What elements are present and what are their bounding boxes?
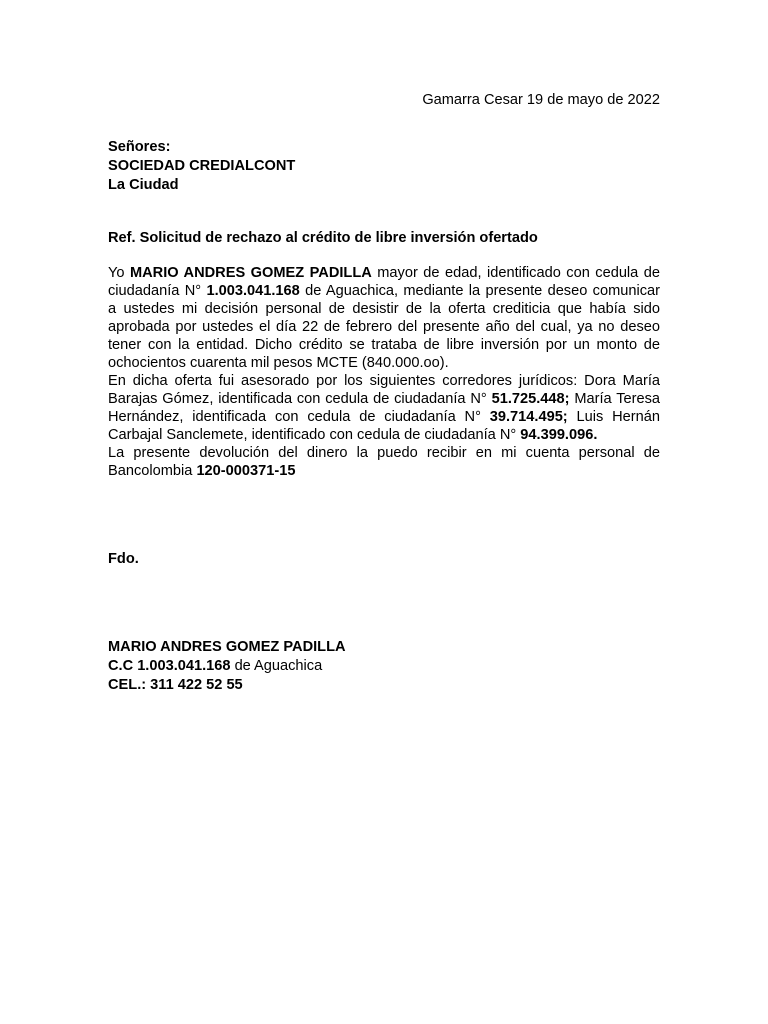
text-span: En dicha oferta fui asesorado por los siguientes corredores jurídicos: Dora María Barajas Gómez, identificada con cedula de ciudadanía N° bbox=[108, 373, 660, 407]
letter-body bbox=[108, 264, 660, 480]
letter-date: Gamarra Cesar 19 de mayo de 2022 bbox=[422, 92, 660, 108]
text-span: Yo bbox=[108, 265, 130, 281]
advisor-id-number: 51.725.448; bbox=[491, 391, 570, 407]
recipient-company: SOCIEDAD CREDIALCONT bbox=[108, 158, 296, 174]
sender-name: MARIO ANDRES GOMEZ PADILLA bbox=[129, 265, 372, 281]
text-span: María Teresa Hernández, identificada con cedula de ciudadanía N° bbox=[108, 391, 660, 425]
signature-cc: C.C 1.003.041.168 bbox=[108, 658, 231, 674]
recipient-city: La Ciudad bbox=[108, 177, 179, 193]
recipient-salutation: Señores: bbox=[108, 139, 171, 155]
sender-id-number: 1.003.041.168 bbox=[206, 283, 300, 299]
text-span: Luis Hernán Carbajal Sanclemete, identificado con cedula de ciudadanía N° bbox=[108, 409, 661, 443]
closing-signed: Fdo. bbox=[108, 551, 139, 567]
signature-block bbox=[108, 638, 346, 695]
signature-phone: CEL.: 311 422 52 55 bbox=[108, 677, 243, 693]
text-span: de Aguachica, mediante la presente deseo comunicar a ustedes mi decisión personal de desistir de la oferta crediticia que había sido aprobada por ustedes el día 22 de febrero del presente año del cual, ya no deseo tener con la entidad. Dicho crédito se trataba de libre inversión por un monto de ochocientos cuarenta mil pesos MCTE (840.000.oo). bbox=[108, 283, 660, 371]
signature-cc-line bbox=[108, 657, 346, 676]
recipient-block bbox=[108, 138, 295, 195]
advisor-id-number: 39.714.495; bbox=[489, 409, 568, 425]
advisor-id-number: 94.399.096. bbox=[520, 427, 598, 443]
reference-line: Ref. Solicitud de rechazo al crédito de libre inversión ofertado bbox=[108, 230, 538, 246]
bank-account-number: 120-000371-15 bbox=[196, 463, 296, 479]
text-span: mayor de edad, identificado con cedula de ciudadanía N° bbox=[108, 265, 660, 299]
text-span: La presente devolución del dinero la puedo recibir en mi cuenta personal de Bancolombia bbox=[108, 445, 660, 479]
paragraph-desist bbox=[108, 264, 660, 372]
paragraph-account bbox=[108, 444, 660, 480]
signature-name: MARIO ANDRES GOMEZ PADILLA bbox=[108, 639, 346, 655]
signature-cc-city: de Aguachica bbox=[230, 658, 323, 674]
paragraph-advisors bbox=[108, 372, 660, 444]
